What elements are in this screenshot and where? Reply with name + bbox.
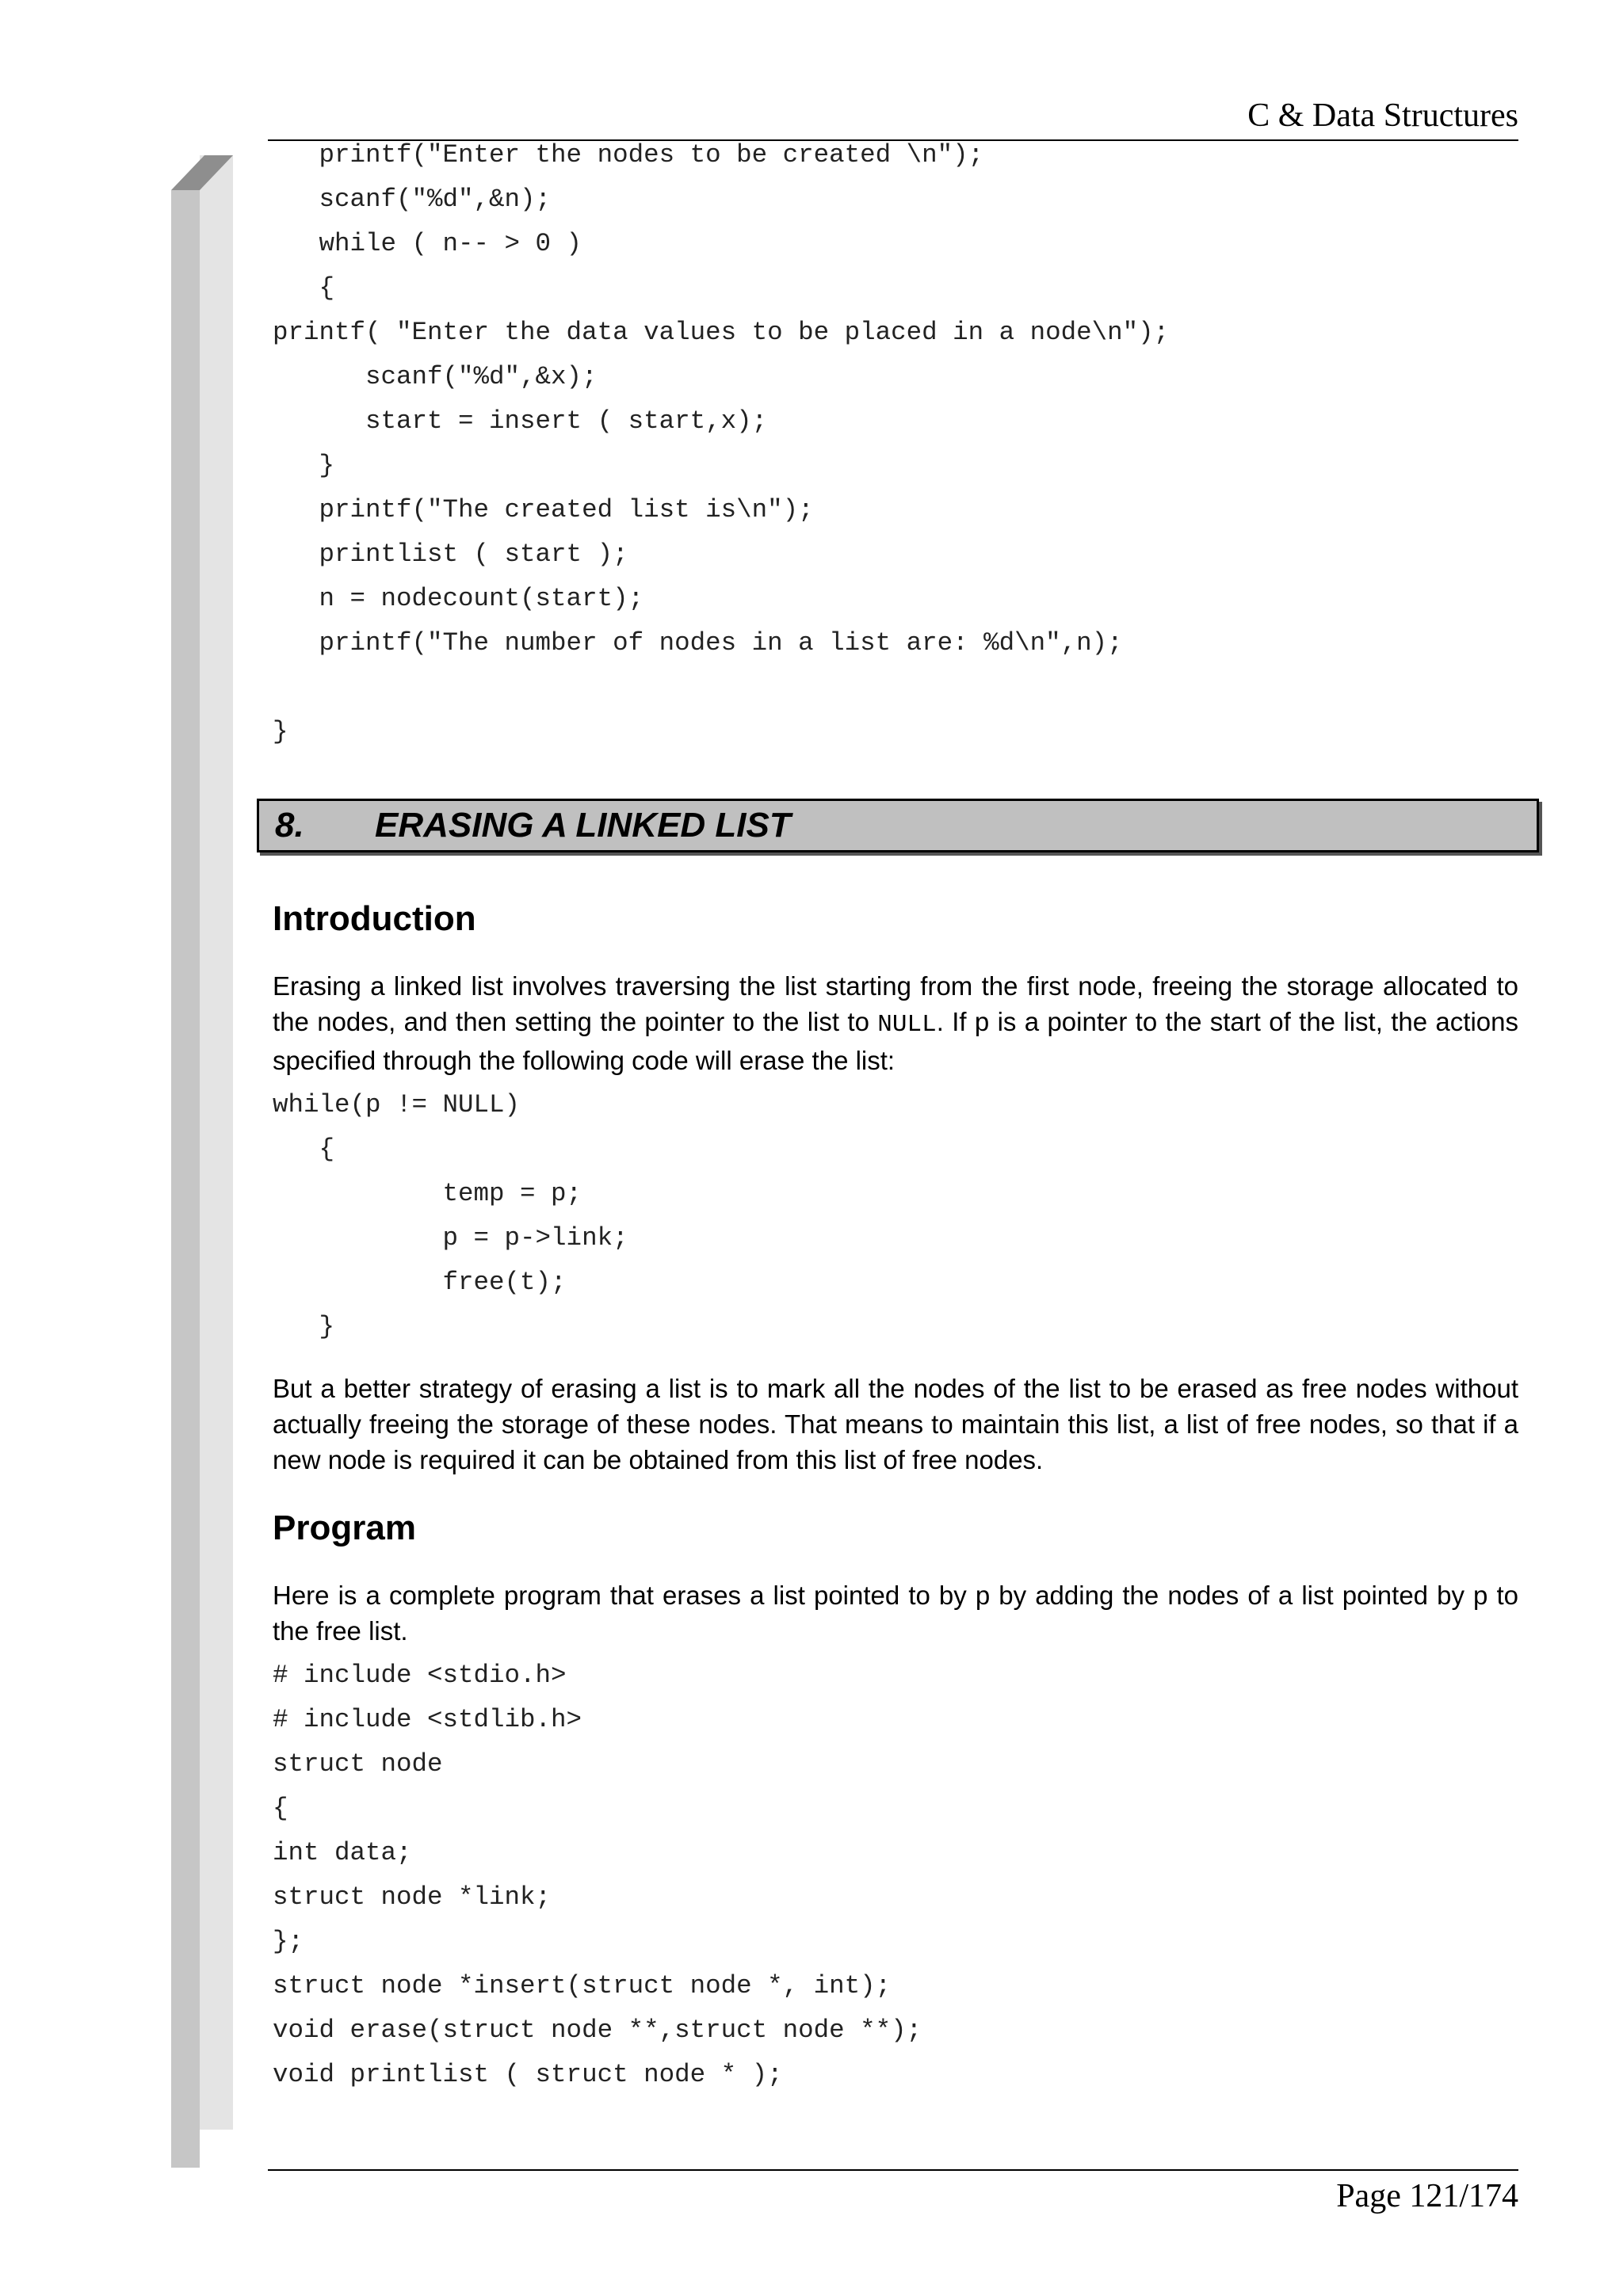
page-number: Page 121/174 bbox=[1336, 2178, 1518, 2214]
section-heading-bar bbox=[257, 799, 1539, 852]
section-title: ERASING A LINKED LIST bbox=[375, 806, 791, 845]
code-block-main-end: printf("Enter the nodes to be created \n"); scanf("%d",&n); while ( n-- > 0 ) { printf( "Enter the data values to be placed in a node\n"); scanf("%d",&x); start = insert ( start,x); } printf("The created list is\n"); printlist ( start ); n = nodecount(start); printf("The number of nodes in a list are: %d\n",n); } bbox=[273, 140, 1170, 746]
intro-text-part: . If p is a pointer to the start of the list, the actions specified through the following code will erase the list: bbox=[273, 1007, 1518, 1075]
introduction-paragraph-1 bbox=[273, 968, 1518, 1078]
section-number: 8. bbox=[275, 806, 304, 845]
introduction-paragraph-2: But a better strategy of erasing a list is to mark all the nodes of the list to be erased as free nodes without actually freeing the storage of these nodes. That means to maintain this list, a list of free nodes, so that if a new node is required it can be obtained from this list of free nodes. bbox=[273, 1374, 1518, 1474]
program-heading: Program bbox=[273, 1508, 416, 1547]
program-paragraph: Here is a complete program that erases a list pointed to by p by adding the nodes of a list pointed by p to the free list. bbox=[273, 1581, 1518, 1646]
intro-text-part: Erasing a linked list involves traversing the list starting from the first node, freeing the storage allocated to the nodes, and then setting the pointer to the list to bbox=[273, 971, 1518, 1036]
code-block-program: # include <stdio.h> # include <stdlib.h> struct node { int data; struct node *link; }; struct node *insert(struct node *, int); void erase(struct node **,struct node **); void printlist ( struct node * ); bbox=[273, 1661, 922, 2089]
footer-rule bbox=[268, 2169, 1518, 2171]
null-keyword: NULL bbox=[877, 1011, 937, 1039]
code-block-erase-loop: while(p != NULL) { temp = p; p = p->link; free(t); } bbox=[273, 1090, 628, 1341]
page-side-bar-face bbox=[200, 155, 233, 2130]
introduction-heading: Introduction bbox=[273, 899, 476, 938]
running-header: C & Data Structures bbox=[1247, 97, 1518, 134]
page-side-bar bbox=[171, 190, 200, 2168]
page-side-bar-bevel bbox=[171, 155, 235, 190]
